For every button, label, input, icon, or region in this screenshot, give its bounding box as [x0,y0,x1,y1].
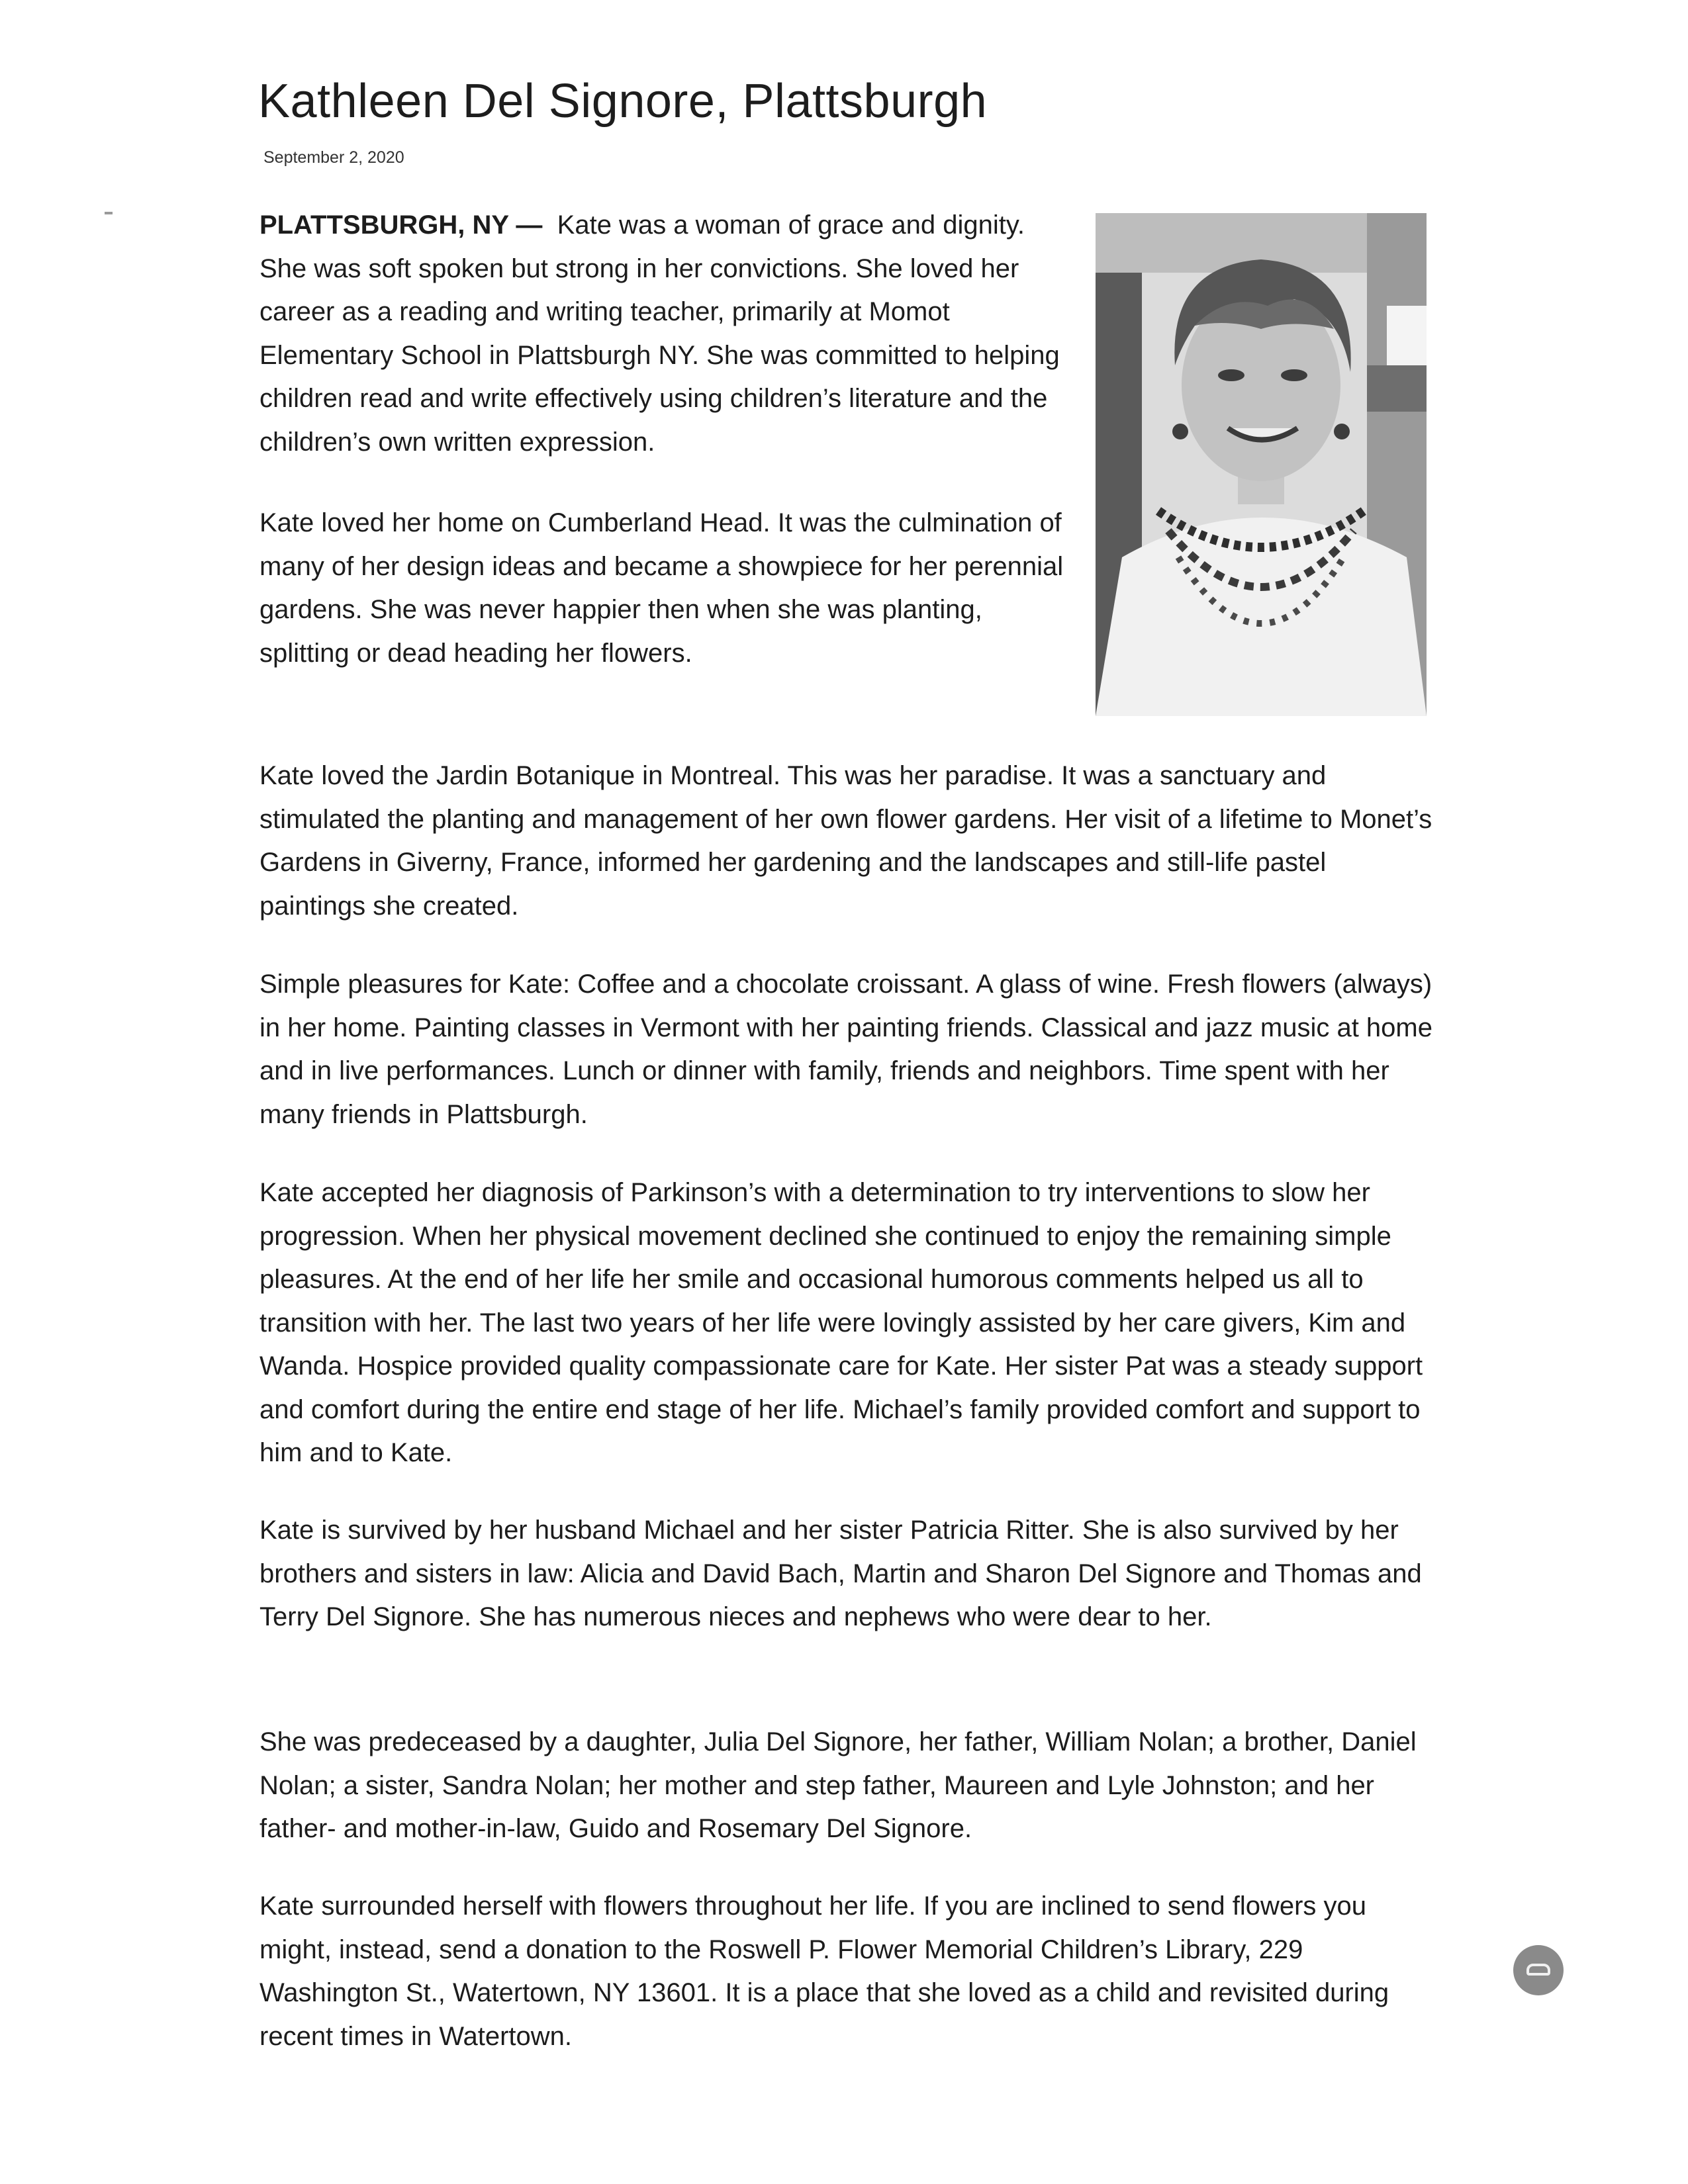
article-paragraph-1 [259,204,1074,464]
article-paragraph-4: Simple pleasures for Kate: Coffee and a chocolate croissant. A glass of wine. Fresh flowers (always) in her home. Painting classes in Vermont with her painting friends. Classical and jazz music at home and in live performances. Lunch or dinner with family, friends and neighbors. Time spent with her many friends in Plattsburgh. [259,970,1432,1129]
scanner-badge-icon [1513,1945,1564,1995]
article-paragraph-6: Kate is survived by her husband Michael and her sister Patricia Ritter. She is also survived by her brothers and sisters in law: Alicia and David Bach, Martin and Sharon Del Signore and Thomas and Terry Del Signore. She has numerous nieces and nephews who were dear to her. [259,1516,1422,1631]
article-paragraph-8: Kate surrounded herself with flowers throughout her life. If you are inclined to send flowers you might, instead, send a donation to the Roswell P. Flower Memorial Children’s Library, 229 Washington St., Watertown, NY 13601. It is a place that she loved as a child and revisited during recent times in Watertown. [259,1891,1389,2051]
portrait-image [1096,213,1427,716]
portrait-photo [1096,213,1427,716]
article-paragraph-3: Kate loved the Jardin Botanique in Montreal. This was her paradise. It was a sanctuary and stimulated the planting and management of her own flower gardens. Her visit of a lifetime to Monet’s Gardens in Giverny, France, informed her gardening and the landscapes and still-life pastel paintings she created. [259,761,1432,921]
paragraph-1-text: Kate was a woman of grace and dignity. She was soft spoken but strong in her convictions. She loved her career as a reading and writing teacher, primarily at Momot Elementary School in Plattsburgh NY. She was committed to helping children read and write effectively using children’s literature and the children’s own written expression. [259,210,1060,457]
article-paragraph-7: She was predeceased by a daughter, Julia Del Signore, her father, William Nolan; a brother, Daniel Nolan; a sister, Sandra Nolan; her mother and step father, Maureen and Lyle Johnston; and her father- and mother-in-law, Guido and Rosemary Del Signore. [259,1727,1417,1843]
dateline: PLATTSBURGH, NY — [259,210,543,240]
scan-speck [105,212,113,214]
page-title: Kathleen Del Signore, Plattsburgh [258,75,988,128]
post-date: September 2, 2020 [263,148,404,167]
article-paragraph-5: Kate accepted her diagnosis of Parkinson’s with a determination to try interventions to slow her progression. When her physical movement declined she continued to enjoy the remaining simple pleasures. At the end of her life her smile and occasional humorous comments helped us all to transition with her. The last two years of her life were lovingly assisted by her care givers, Kim and Wanda. Hospice provided quality compassionate care for Kate. Her sister Pat was a steady support and comfort during the entire end stage of her life. Michael’s family provided comfort and support to him and to Kate. [259,1178,1423,1467]
article-paragraph-2: Kate loved her home on Cumberland Head. It was the culmination of many of her design ideas and became a showpiece for her perennial gardens. She was never happier then when she was planting, splitting or dead heading her flowers. [259,508,1064,668]
